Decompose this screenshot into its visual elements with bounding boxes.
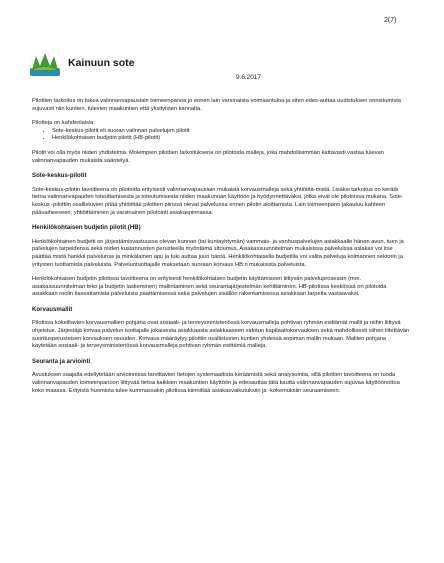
pilot-intro: Pilotteja on kahdenlaisia: — [32, 120, 95, 127]
list-item: • Henkilökohtaisen budjetin pilotit (HB-pilotit) — [52, 135, 410, 143]
section-paragraph: Avustuksen saajalta edellytetään arvioinnissa tarvittavien tietojen systemaattista keräämistä sekä analysointia, sillä pilottien tavoitteena on tuoda valinnanvapauden toimeenpanoon liittyvää tietoa kaikkien maakuntien käyttöön ja edesauttaa tätä kautta valinnanvapauden sujuvaa käyttöönottoa koko maassa. Erityistä huomiota tulee kummassakin pilotissa kiinnittää asiakasvaikutuksiin ja -kokemuksiin seuraamiseen. — [32, 372, 400, 394]
intro-paragraph: Pilottien tarkoitus on tukea valinnanvapauslain toimeenpanoa jo ennen lain varsinaista voimaantuloa ja siten edes-auttaa uudistuksen onnistumista sujuvasti niin kuntien, tulevien maakuntien että yksityisten kannalta. — [32, 98, 401, 112]
section-paragraph: Henkilökohtainen budjetti on järjestämisvastuussa olevan kunnan (tai kuntayhtymän) vammais- ja vanhuspalvelujen asiakkaalle hänen avun, tuen ja palvelujen tarpeidensa sekä niiden kustannusten perusteella myöntämä sitoumus. Asiakassuunnitelman mukaisissa palveluissa asiakas voi itse päättää mistä hankkii palvelunsa ja minkälainen apu ja tuki auttaa juuri häntä. Henkilökohtaisella budjetilla voi valita palveluja kolmannen sektorin ja yritysten tuottamista palveluista. Palveluntuottajalle maksetaan suoraan korvaus HB:n mukaisista palveluista. — [32, 238, 404, 268]
section-heading: Sote-keskus-pilotit — [32, 172, 87, 180]
section-paragraph: Henkilökohtaisen budjetin pilotissa tavoitteena on erityisesti henkilökohtaisen budjetin käyttämiseen liittyvän palveluprosessin (mm. asiakassuunnitelman teko ja budjetin laskeminen) mallintaminen sekä seurantajärjestelmän kehittäminen. HB-pilotissa keskiössä on pilotoida asiakkaan roolin kasvattamista palveluista päättämisessä sekä palvelujen sisällön rakentamisessa asiakkaan tarpeita vastaavaksi. — [32, 276, 387, 298]
section-heading: Korvausmallit — [32, 305, 73, 313]
pilot-note-paragraph: Pilotit voi olla myös niiden yhdistelmä. Molempien pilottien tarkoituksena on pilotoida malleja, joka mahdollisimman kattavasti vastaa tulevan valinnanvapauden mukaista sääntelyä. — [32, 149, 384, 164]
document-body — [32, 98, 410, 402]
section-heading: Seuranta ja arviointi — [32, 357, 91, 365]
page-number: 2(7) — [384, 17, 397, 24]
kainuun-sote-logo-icon — [30, 52, 60, 76]
document-date: 9.6.2017 — [236, 74, 261, 81]
list-item: • Sote-keskus-pilotit eli suoran valinnan palvelujen pilotit — [52, 128, 410, 136]
pilot-types-list — [32, 128, 410, 143]
section-paragraph: Pilotissa kokeiltavien korvausmallien pohjana ovat sosiaali- ja terveysministeriössä korvausmalleja pohtivan ryhmän esittämät mallit ja niihin liittyvä ohjeistus. Järjestäjä korvaa palvelun tuottajalle jokaisesta asiakkaasta asiakkaaseen sidotun kapitaatiokorvauksen sekä mahdollisesti siihen liitettävän suoritusperusteisen korvauksen osuuden. Korvaus määräytyy pilottiin osallistuvien kuntien yhdessä sopiman mallin mukaan. Mallien pohjana käytetään sosiaali- ja terveysministeriössä korvausmalleja pohtivan ryhmän esittämiä malleja. — [32, 320, 410, 350]
section-paragraph: Sote-keskus-pilotin tavoitteena on pilotoida erityisesti valinnanvapauslain mukaisia korvausmalleja sekä yhtiöittä-mistä. Lisäksi tarkoitus on kerätä tietoa valinnanvapauden toteuttamisesta ja toteutumisesta niiden maakunnan käyttöön ja hyödynnettäväksi, jotka eivät ole pilotoissa mukana. Sote-keskus -pilottiin osallistuvien pitää yhtiöittää pilottien piirissä olevat palvelunsa ennen pilotin aloittamista. Lain toimeenpano jakautuu kahteen päävaiheeseen; yhtiöittäminen ja varsinainen pilotointi asiakaspinnassa. — [32, 186, 403, 216]
organization-name: Kainuun sote — [68, 57, 135, 69]
section-heading: Henkilökohtaisen budjetin pilotit (HB) — [32, 224, 141, 232]
